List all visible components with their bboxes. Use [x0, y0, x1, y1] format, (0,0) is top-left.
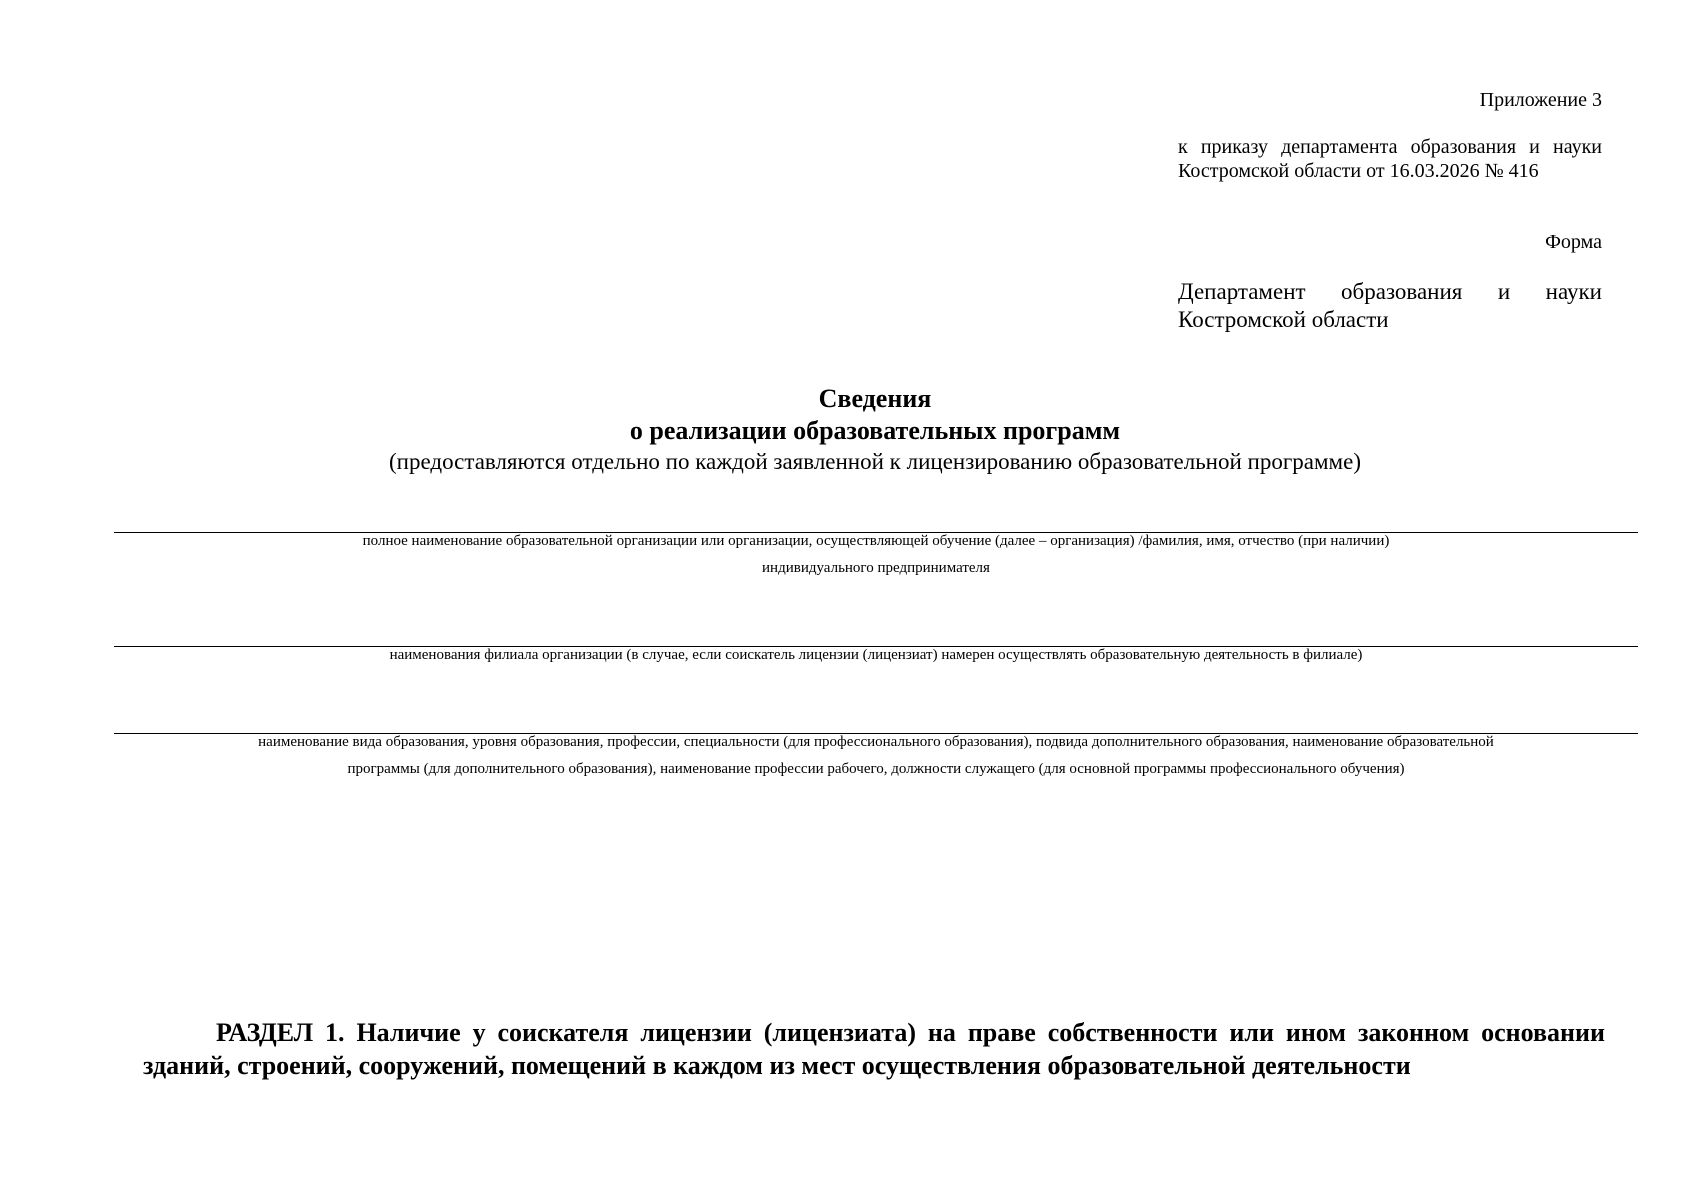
appendix-number: Приложение 3: [1479, 89, 1602, 111]
caption-line: полное наименование образовательной организации или организации, осуществляющей обучение (далее – организация) /фамилия, имя, отчество (при наличии): [362, 533, 1390, 549]
organization-name-caption: [114, 528, 1638, 582]
title-line-2: о реализации образовательных программ: [629, 416, 1121, 445]
form-label: Форма: [1545, 231, 1602, 253]
order-reference: к приказу департамента образования и науки Костромской области от 16.03.2026 № 416: [1178, 136, 1602, 182]
program-name-caption: [114, 729, 1638, 783]
caption-line: наименования филиала организации (в случае, если соискатель лицензии (лицензиат) намерен осуществлять образовательную деятельность в филиале): [389, 647, 1363, 663]
document-title: [0, 383, 1697, 477]
section-label: РАЗДЕЛ 1: [216, 1018, 339, 1047]
section-text: . Наличие у соискателя лицензии (лицензиата) на праве собственности или ином законном основании зданий, строений, сооружений, помещений в каждом из мест осуществления образовательной деятельности: [143, 1018, 1605, 1080]
title-line-3: (предоставляются отдельно по каждой заявленной к лицензированию образовательной программе): [389, 449, 1361, 474]
branch-name-caption: [114, 642, 1638, 669]
title-line-1: Сведения: [818, 384, 932, 413]
section-heading: [143, 1016, 1605, 1082]
caption-line: индивидуального предпринимателя: [762, 560, 990, 576]
addressee: Департамент образования и науки Костромской области: [1178, 279, 1602, 332]
caption-line: наименование вида образования, уровня образования, профессии, специальности (для профессионального образования), подвида дополнительного образования, наименование образовательной: [258, 734, 1494, 750]
caption-line: программы (для дополнительного образования), наименование профессии рабочего, должности служащего (для основной программы профессионального обучения): [347, 761, 1405, 777]
